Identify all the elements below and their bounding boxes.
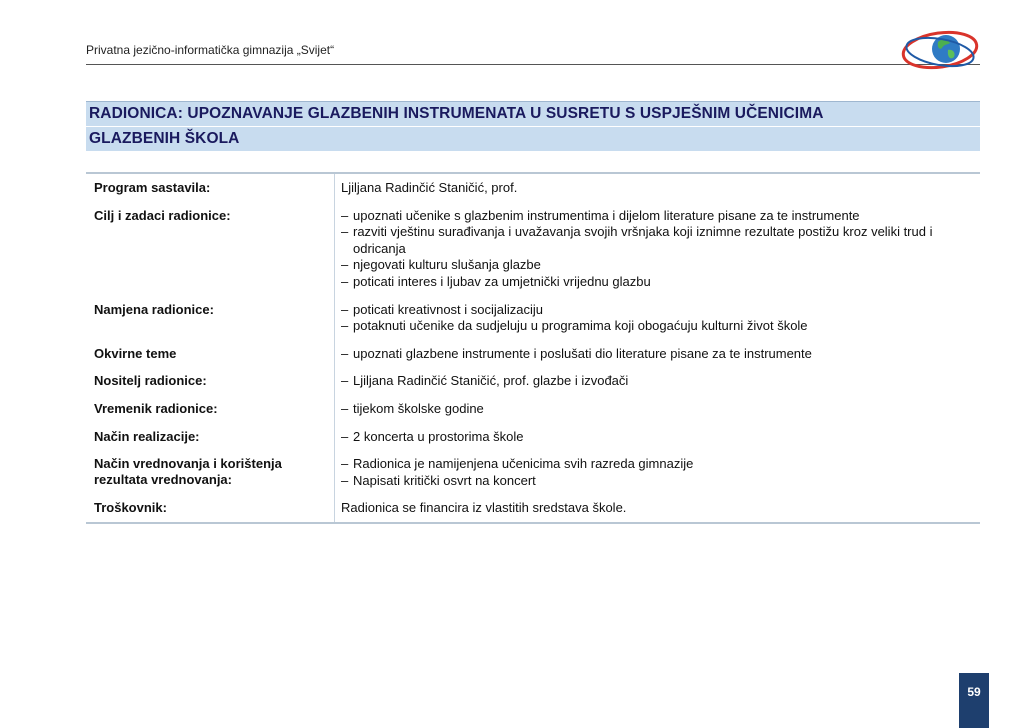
row-label: Cilj i zadaci radionice:	[86, 202, 335, 296]
list-item: – Napisati kritički osvrt na koncert	[341, 472, 536, 488]
list-item: – upoznati učenike s glazbenim instrumentima i dijelom literature pisane za te instrumente	[341, 207, 860, 223]
table-row	[86, 340, 980, 368]
dash-icon: –	[341, 257, 349, 273]
dash-icon: –	[341, 472, 349, 488]
row-value: Ljiljana Radinčić Staničić, prof.	[335, 173, 981, 202]
section-title-line-1: RADIONICA: UPOZNAVANJE GLAZBENIH INSTRUMENATA U SUSRETU S USPJEŠNIM UČENICIMA	[86, 102, 980, 127]
table-row	[86, 450, 980, 494]
list-item: – poticati interes i ljubav za umjetnički vrijednu glazbu	[341, 273, 651, 289]
dash-icon: –	[341, 345, 349, 361]
dash-icon: –	[341, 301, 349, 317]
dash-icon: –	[341, 318, 349, 334]
list-item: – upoznati glazbene instrumente i poslušati dio literature pisane za te instrumente	[341, 345, 812, 361]
header-divider	[86, 64, 980, 65]
dash-icon: –	[341, 207, 349, 223]
row-value	[335, 367, 981, 395]
row-label: Troškovnik:	[86, 494, 335, 523]
row-value	[335, 395, 981, 423]
row-label: Način vrednovanja i korištenja rezultata vrednovanja:	[86, 450, 335, 494]
row-value	[335, 202, 981, 296]
list-item: – razviti vještinu surađivanja i uvažavanja svojih vršnjaka koji iznimne rezultate postižu kroz veliki trud i odricanja	[341, 224, 933, 256]
table-row	[86, 494, 980, 523]
row-label: Okvirne teme	[86, 340, 335, 368]
dash-icon: –	[341, 273, 349, 289]
table-row	[86, 202, 980, 296]
dash-icon: –	[341, 456, 349, 472]
header-school-name: Privatna jezično-informatička gimnazija „Svijet“	[86, 43, 335, 57]
dash-icon: –	[341, 400, 349, 416]
page-number-badge: 59	[959, 673, 989, 728]
list-item: – Ljiljana Radinčić Staničić, prof. glazbe i izvođači	[341, 373, 629, 389]
row-value	[335, 340, 981, 368]
row-label: Način realizacije:	[86, 423, 335, 451]
dash-icon: –	[341, 224, 349, 240]
row-value	[335, 450, 981, 494]
workshop-info-table	[86, 172, 980, 524]
row-label: Vremenik radionice:	[86, 395, 335, 423]
dash-icon: –	[341, 373, 349, 389]
table-row	[86, 296, 980, 340]
row-label: Nositelj radionice:	[86, 367, 335, 395]
section-title	[86, 101, 980, 151]
table-row	[86, 173, 980, 202]
row-label: Program sastavila:	[86, 173, 335, 202]
table-row	[86, 395, 980, 423]
list-item: – poticati kreativnost i socijalizaciju	[341, 301, 544, 317]
row-label: Namjena radionice:	[86, 296, 335, 340]
table-row	[86, 367, 980, 395]
table-row	[86, 423, 980, 451]
list-item: – 2 koncerta u prostorima škole	[341, 428, 524, 444]
list-item: – njegovati kulturu slušanja glazbe	[341, 257, 541, 273]
list-item: – tijekom školske godine	[341, 400, 484, 416]
list-item: – potaknuti učenike da sudjeluju u programima koji obogaćuju kulturni život škole	[341, 318, 808, 334]
row-value	[335, 296, 981, 340]
row-value	[335, 423, 981, 451]
list-item: – Radionica je namijenjena učenicima svih razreda gimnazije	[341, 456, 694, 472]
dash-icon: –	[341, 428, 349, 444]
section-title-line-2: GLAZBENIH ŠKOLA	[89, 130, 240, 147]
row-value: Radionica se financira iz vlastitih sredstava škole.	[335, 494, 981, 523]
school-logo	[900, 22, 980, 78]
